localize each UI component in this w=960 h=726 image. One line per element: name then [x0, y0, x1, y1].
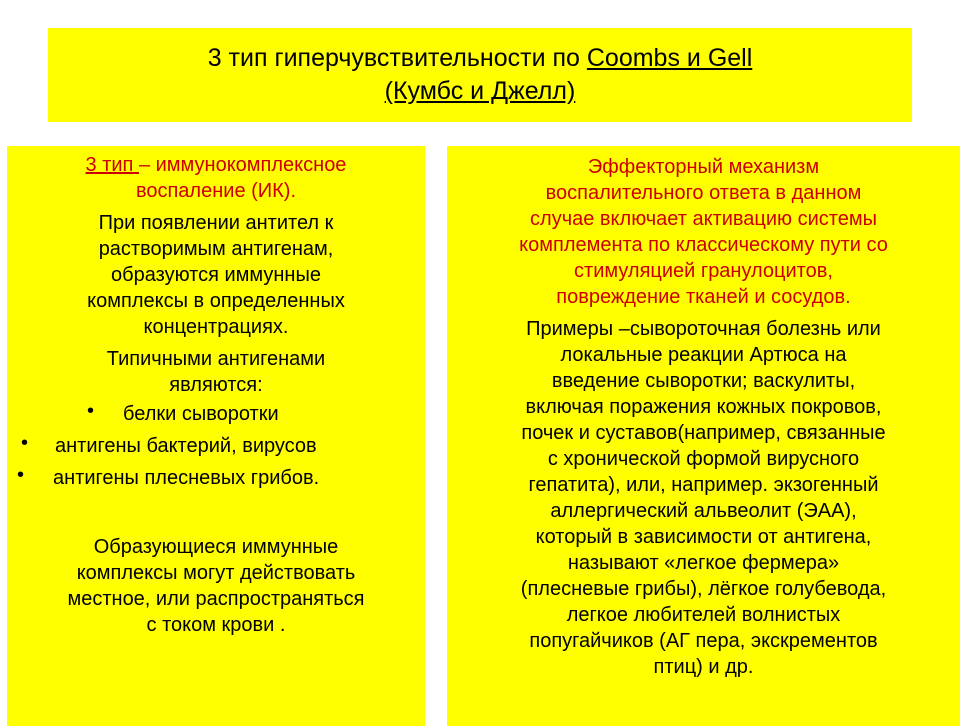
text-line: Типичными антигенами	[106, 348, 326, 370]
text-line: с током крови .	[146, 614, 286, 636]
list-item-text: белки сыворотки	[123, 403, 279, 425]
text-line: почек и суставов(например, связанные	[521, 422, 886, 444]
text-line: воспалительного ответа в данном	[545, 182, 862, 204]
bullet-icon: •	[87, 400, 95, 422]
effector-mechanism-text	[447, 154, 960, 310]
text-line: (плесневые грибы), лёгкое голубевода,	[520, 578, 887, 600]
bullet-icon: •	[21, 432, 29, 454]
text-line: введение сыворотки; васкулиты,	[551, 370, 856, 392]
text-line: Примеры –сывороточная болезнь или	[526, 318, 881, 340]
text-line: При появлении антител к	[98, 212, 334, 234]
text-line: локальные реакции Артюса на	[560, 344, 847, 366]
paragraph-antibodies	[7, 210, 425, 340]
list-item-text: антигены бактерий, вирусов	[55, 435, 317, 457]
text-line: включая поражения кожных покровов,	[525, 396, 882, 418]
antigen-list	[7, 398, 425, 494]
text-line: растворимым антигенам,	[98, 238, 334, 260]
text-line: случае включает активацию системы	[530, 208, 877, 230]
text-line: стимуляцией гранулоцитов,	[574, 260, 833, 282]
text-line: легкое любителей волнистых	[566, 604, 841, 626]
type-desc-line2: воспаление (ИК).	[135, 180, 297, 202]
text-line: образуются иммунные	[111, 264, 321, 286]
paragraph-typical-antigens	[7, 346, 425, 398]
text-line: местное, или распространяться	[67, 588, 365, 610]
text-line: комплексы в определенных	[87, 290, 345, 312]
title-prefix: 3 тип гиперчувствительности по	[207, 44, 587, 72]
text-line: являются:	[169, 374, 263, 396]
type-label: 3 тип	[85, 154, 139, 176]
list-item	[7, 462, 425, 494]
text-line: называют «легкое фермера»	[567, 552, 840, 574]
title-authors-en: Coombs и Gell	[586, 44, 753, 72]
list-item	[7, 430, 425, 462]
bullet-icon: •	[17, 464, 25, 486]
text-line: птиц) и др.	[653, 656, 754, 678]
type-definition	[7, 152, 425, 204]
text-line: попугайчиков (АГ пера, экскрементов	[529, 630, 878, 652]
title-authors-ru: (Кумбс и Джелл)	[384, 77, 576, 105]
text-line: с хронической формой вирусного	[547, 448, 860, 470]
text-line: комплексы могут действовать	[76, 562, 356, 584]
right-panel	[447, 146, 960, 726]
text-line: который в зависимости от антигена,	[535, 526, 872, 548]
text-line: Эффекторный механизм	[587, 156, 820, 178]
left-panel	[7, 146, 425, 726]
list-item-text: антигены плесневых грибов.	[53, 467, 320, 489]
list-item	[7, 398, 425, 430]
text-line: повреждение тканей и сосудов.	[556, 286, 851, 308]
text-line: аллергический альвеолит (ЭАА),	[550, 500, 857, 522]
examples-text	[447, 316, 960, 680]
paragraph-immune-complexes	[7, 534, 425, 638]
slide-title	[48, 28, 912, 122]
title-line-1	[48, 42, 912, 75]
text-line: комплемента по классическому пути со	[519, 234, 888, 256]
type-desc-line1: – иммунокомплексное	[138, 154, 347, 176]
text-line: Образующиеся иммунные	[93, 536, 339, 558]
text-line: гепатита), или, например. экзогенный	[528, 474, 879, 496]
text-line: концентрациях.	[143, 316, 289, 338]
